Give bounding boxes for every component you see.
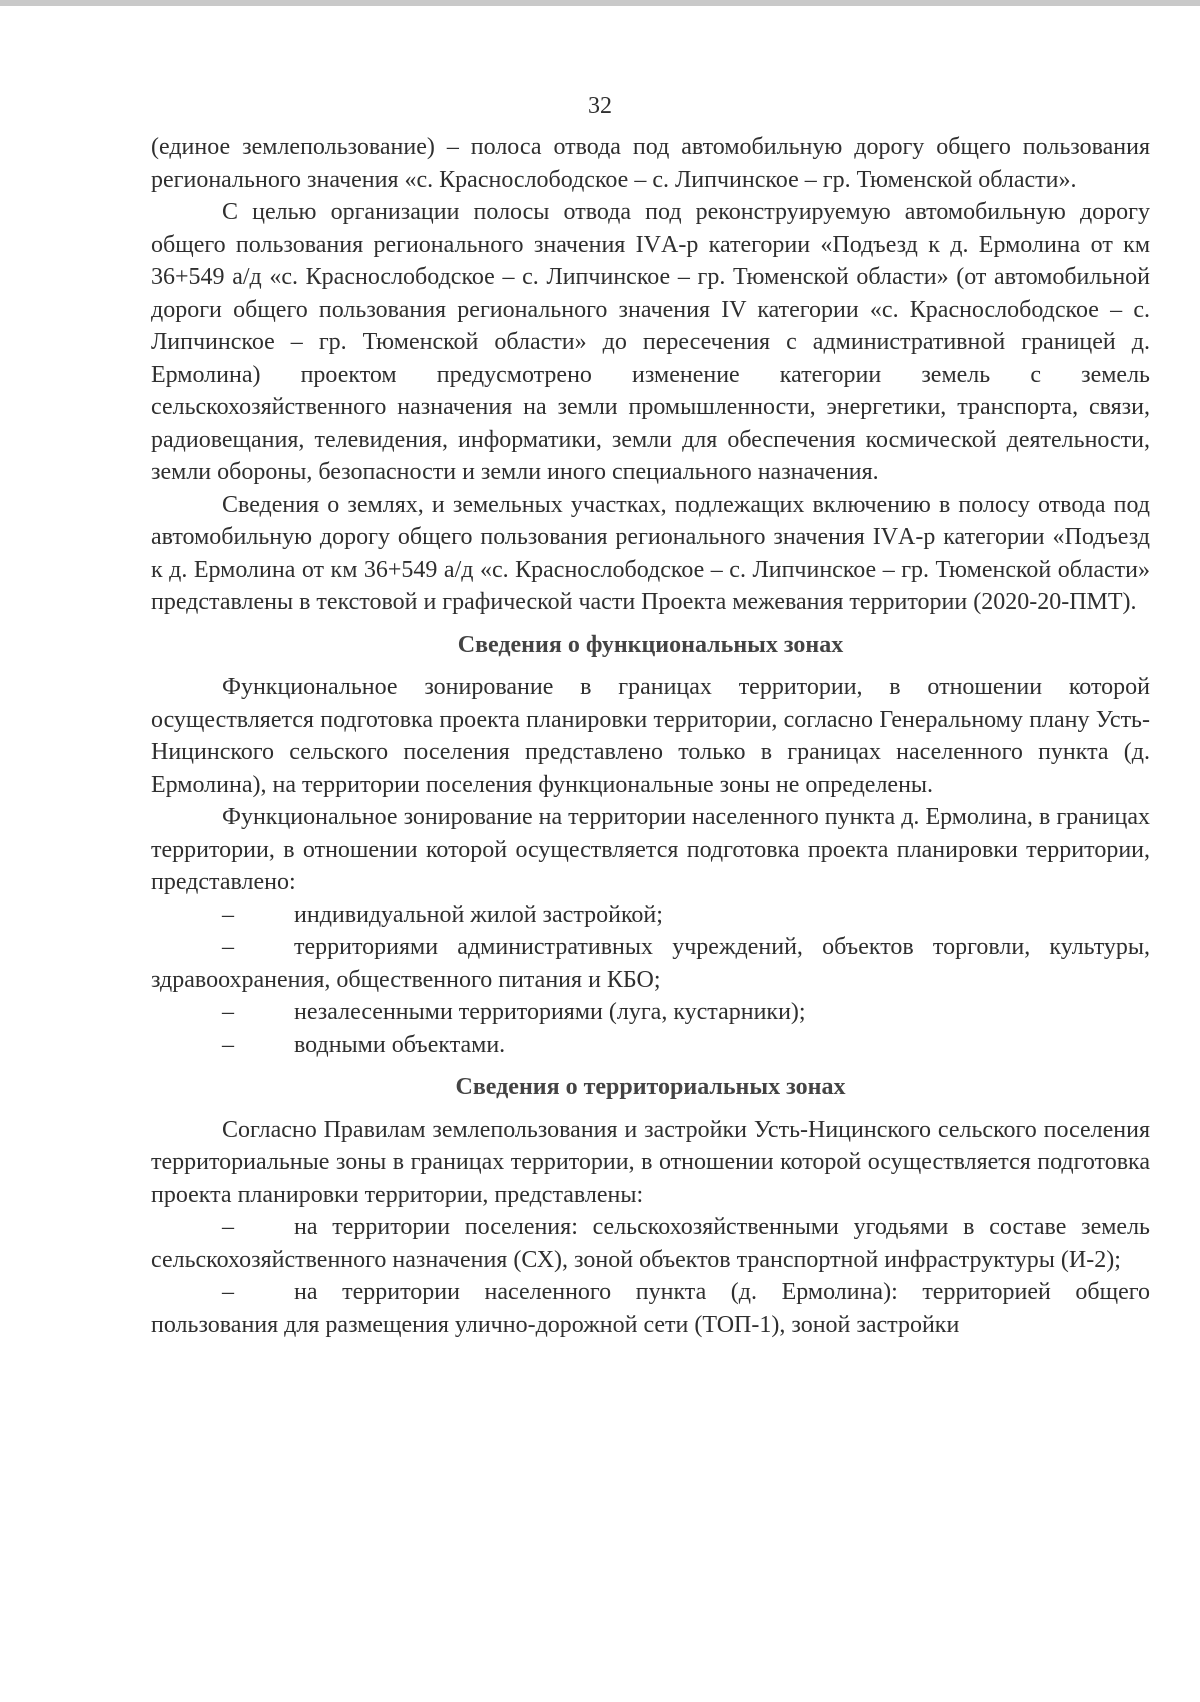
paragraph-2: С целью организации полосы отвода под реконструируемую автомобильную дорогу общего пользования регионального значения IVА-р категории «Подъезд к д. Ермолина от км 36+549 а/д «с. Краснослободское – с. Липчинское – гр. Тюменской области» (от автомобильной дороги общего пользования регионального значения IV категории «с. Краснослободское – с. Липчинское – гр. Тюменской области» до пересечения с административной границей д. Ермолина) проектом предусмотрено изменение категории земель с земель сельскохозяйственного назначения на земли промышленности, энергетики, транспорта, связи, радиовещания, телевидения, информатики, земли для обеспечения космической деятельности, земли обороны, безопасности и земли иного специального назначения. [151, 199, 1150, 485]
list-item-text: на территории поселения: сельскохозяйственными угодьями в составе земель сельскохозяйственного назначения (СХ), зоной объектов транспортной инфраструктуры (И-2); [151, 1214, 1150, 1273]
dash-marker: – [222, 1279, 234, 1305]
dash-marker: – [222, 934, 234, 960]
page-number: 32 [588, 93, 612, 119]
list-item-text: на территории населенного пункта (д. Ермолина): территорией общего пользования для размещения улично-дорожной сети (ТОП-1), зоной застройки [151, 1279, 1150, 1338]
list-item-locality-territory [151, 1276, 1150, 1341]
document-body [151, 131, 1150, 1341]
list-item-text: незалесенными территориями (луга, кустарники); [294, 999, 806, 1025]
dash-marker: – [222, 1214, 234, 1240]
dash-marker: – [222, 901, 234, 928]
list-item-text: индивидуальной жилой застройкой; [294, 901, 663, 928]
list-item-text: территориями административных учреждений, объектов торговли, культуры, здравоохранения, общественного питания и КБО; [151, 934, 1150, 993]
paragraph-6: Согласно Правилам землепользования и застройки Усть-Ницинского сельского поселения территориальные зоны в границах территории, в отношении которой осуществляется подготовка проекта планировки территории, представлены: [151, 1116, 1150, 1208]
paragraph-1: (единое землепользование) – полоса отвода под автомобильную дорогу общего пользования регионального значения «с. Краснослободское – с. Липчинское – гр. Тюменской области». [151, 134, 1150, 193]
scan-top-edge [0, 0, 1200, 6]
dash-marker: – [222, 999, 234, 1025]
list-item-water [151, 1029, 1150, 1062]
list-item-unforested [151, 996, 1150, 1029]
paragraph-5: Функциональное зонирование на территории населенного пункта д. Ермолина, в границах территории, в отношении которой осуществляется подготовка проекта планировки территории, представлено: [151, 804, 1150, 895]
paragraph-3: Сведения о землях, и земельных участках, подлежащих включению в полосу отвода под автомобильную дорогу общего пользования регионального значения IVА-р категории «Подъезд к д. Ермолина от км 36+549 а/д «с. Краснослободское – с. Липчинское – гр. Тюменской области» представлены в текстовой и графической части Проекта межевания территории (2020-20-ПМТ). [151, 491, 1150, 615]
list-item-residential [151, 899, 1150, 932]
section-heading-functional-zones: Сведения о функциональных зонах [457, 631, 844, 658]
section-heading-territorial-zones: Сведения о территориальных зонах [455, 1074, 846, 1100]
list-item-settlement-territory [151, 1211, 1150, 1276]
list-item-text: водными объектами. [294, 1031, 506, 1058]
paragraph-4: Функциональное зонирование в границах территории, в отношении которой осуществляется подготовка проекта планировки территории, согласно Генеральному плану Усть-Ницинского сельского поселения представлено только в границах населенного пункта (д. Ермолина), на территории поселения функциональные зоны не определены. [151, 674, 1150, 798]
dash-marker: – [222, 1031, 234, 1058]
list-item-administrative [151, 931, 1150, 996]
